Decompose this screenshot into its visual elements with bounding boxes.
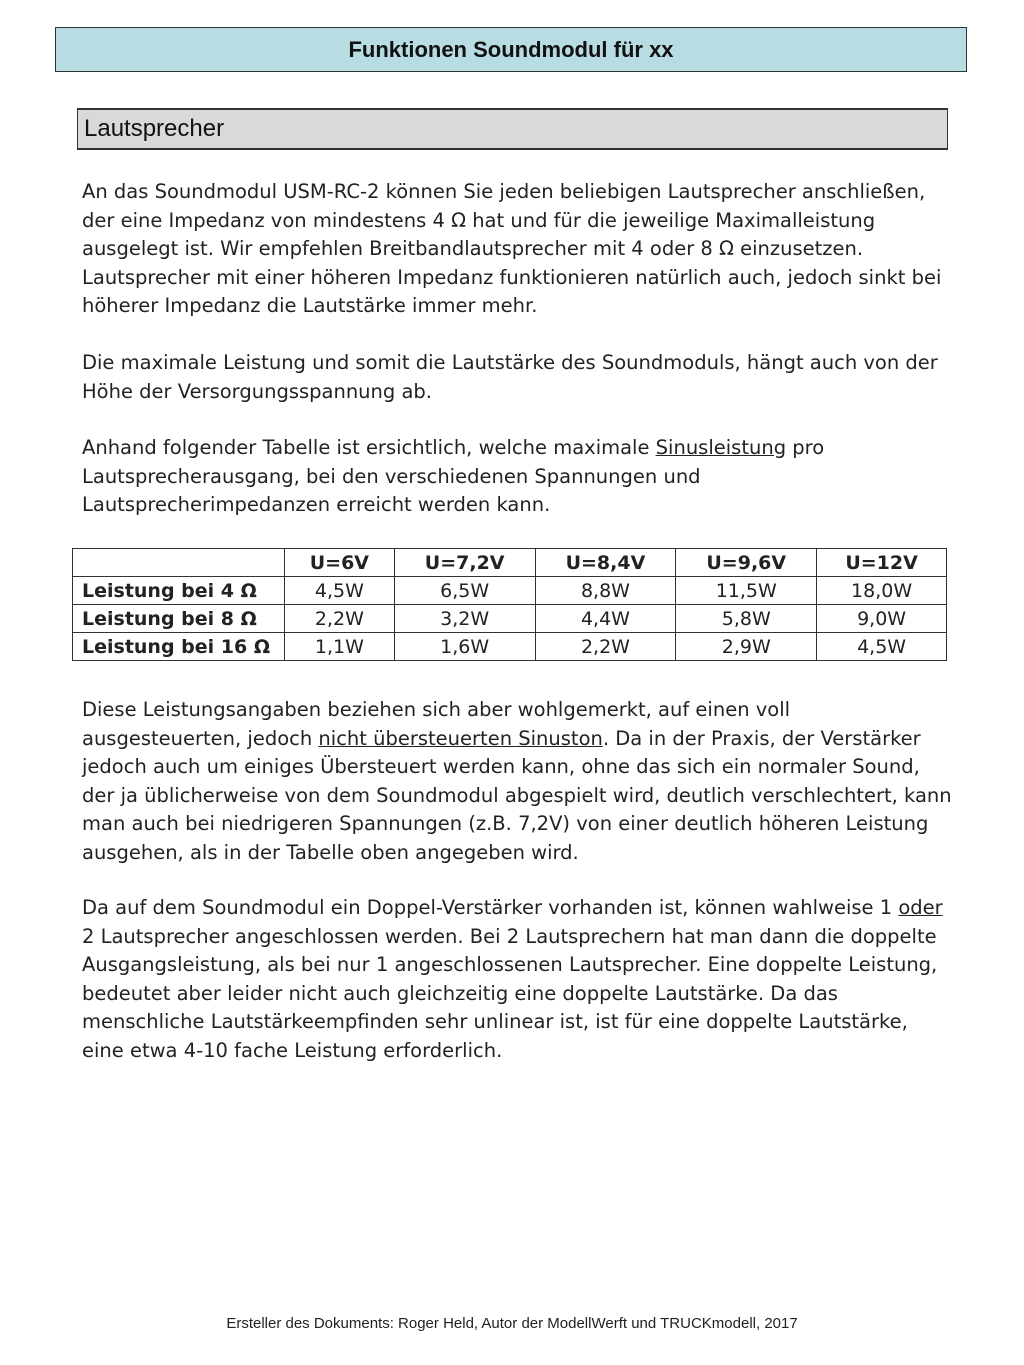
- table-cell: 11,5W: [676, 577, 817, 605]
- table-cell: 1,6W: [394, 633, 535, 661]
- table-row-label: Leistung bei 16 Ω: [73, 633, 285, 661]
- table-header-cell: U=8,4V: [535, 549, 676, 577]
- table-cell: 6,5W: [394, 577, 535, 605]
- section-heading: [77, 108, 948, 150]
- paragraph-table-intro: [82, 434, 952, 520]
- paragraph-text: 2 Lautsprecher angeschlossen werden. Bei 2 Lautsprechern hat man dann die doppelte Ausgangsleistung, als bei nur 1 angeschlossenen Lautsprecher. Eine doppelte Leistung, bedeutet aber leider nicht auch gleichzeitig eine doppelte Lautstärke. Da das menschliche Lautstärkeempfinden sehr unlinear ist, ist für eine doppelte Lautstärke, eine etwa 4-10 fache Leistung erforderlich.: [82, 924, 938, 1062]
- table-cell: 1,1W: [285, 633, 395, 661]
- table-cell: 3,2W: [394, 605, 535, 633]
- table-cell: 18,0W: [817, 577, 947, 605]
- page-title-text: Funktionen Soundmodul für xx: [348, 36, 674, 62]
- paragraph-speaker-impedance: [82, 178, 952, 321]
- table-cell: 9,0W: [817, 605, 947, 633]
- table-row: [73, 605, 947, 633]
- table-cell: 2,9W: [676, 633, 817, 661]
- page-title: [55, 27, 967, 72]
- table-header-cell: U=12V: [817, 549, 947, 577]
- oder-term: oder: [898, 896, 943, 919]
- table-row: [73, 577, 947, 605]
- paragraph-power-notes: [82, 696, 952, 868]
- table-cell: 4,4W: [535, 605, 676, 633]
- table-cell: 2,2W: [535, 633, 676, 661]
- table-row-label: Leistung bei 4 Ω: [73, 577, 285, 605]
- page-footer: [0, 1315, 1024, 1332]
- table-cell: 4,5W: [817, 633, 947, 661]
- table-row-label: Leistung bei 8 Ω: [73, 605, 285, 633]
- table-header-cell: U=6V: [285, 549, 395, 577]
- table-row: [73, 633, 947, 661]
- sinuston-term: nicht übersteuerten Sinuston: [318, 726, 603, 750]
- table-cell: 2,2W: [285, 605, 395, 633]
- table-cell: 8,8W: [535, 577, 676, 605]
- paragraph-text: Anhand folgender Tabelle ist ersichtlich, welche maximale: [82, 436, 656, 459]
- paragraph-text: Da auf dem Soundmodul ein Doppel-Verstärker vorhanden ist, können wahlweise 1: [82, 896, 899, 919]
- power-table: [72, 548, 947, 661]
- table-header-cell: U=7,2V: [394, 549, 535, 577]
- footer-text: Ersteller des Dokuments: Roger Held, Autor der ModellWerft und TRUCKmodell, 2017: [226, 1315, 798, 1332]
- table-header-row: [73, 549, 947, 577]
- table-cell: 5,8W: [676, 605, 817, 633]
- paragraph-text: pro Lautsprecherausgang, bei den verschiedenen Spannungen und Lautsprecherimpedanzen erreicht werden kann.: [82, 436, 825, 517]
- paragraph-text: Diese Leistungsangaben beziehen sich aber wohlgemerkt, auf einen voll ausgesteuerten, jedoch: [82, 698, 791, 750]
- paragraph-supply-voltage: [82, 349, 952, 406]
- paragraph-text: Die maximale Leistung und somit die Lautstärke des Soundmoduls, hängt auch von der Höhe der Versorgungsspannung ab.: [82, 351, 938, 403]
- paragraph-text: . Da in der Praxis, der Verstärker jedoch auch um einiges Übersteuert werden kann, ohne das sich ein normaler Sound, der ja üblicherweise von dem Soundmodul abgespielt wird, deutlich verschlechtert, kann man auch bei niedrigeren Spannungen (z.B. 7,2V) von einer deutlich höheren Leistung ausgehen, als in der Tabelle oben angegeben wird.: [82, 726, 952, 864]
- table-corner-cell: [73, 549, 285, 577]
- paragraph-text: An das Soundmodul USM-RC-2 können Sie jeden beliebigen Lautsprecher anschließen, der eine Impedanz von mindestens 4 Ω hat und für die jeweilige Maximalleistung ausgelegt ist. Wir empfehlen Breitbandlautsprecher mit 4 oder 8 Ω einzusetzen. Lautsprecher mit einer höheren Impedanz funktionieren natürlich auch, jedoch sinkt bei höherer Impedanz die Lautstärke immer mehr.: [82, 180, 942, 318]
- sinusleistung-term: Sinusleistung: [655, 436, 787, 459]
- table-cell: 4,5W: [285, 577, 395, 605]
- table-header-cell: U=9,6V: [676, 549, 817, 577]
- paragraph-dual-amplifier: [82, 894, 952, 1066]
- section-heading-text: Lautsprecher: [84, 115, 225, 142]
